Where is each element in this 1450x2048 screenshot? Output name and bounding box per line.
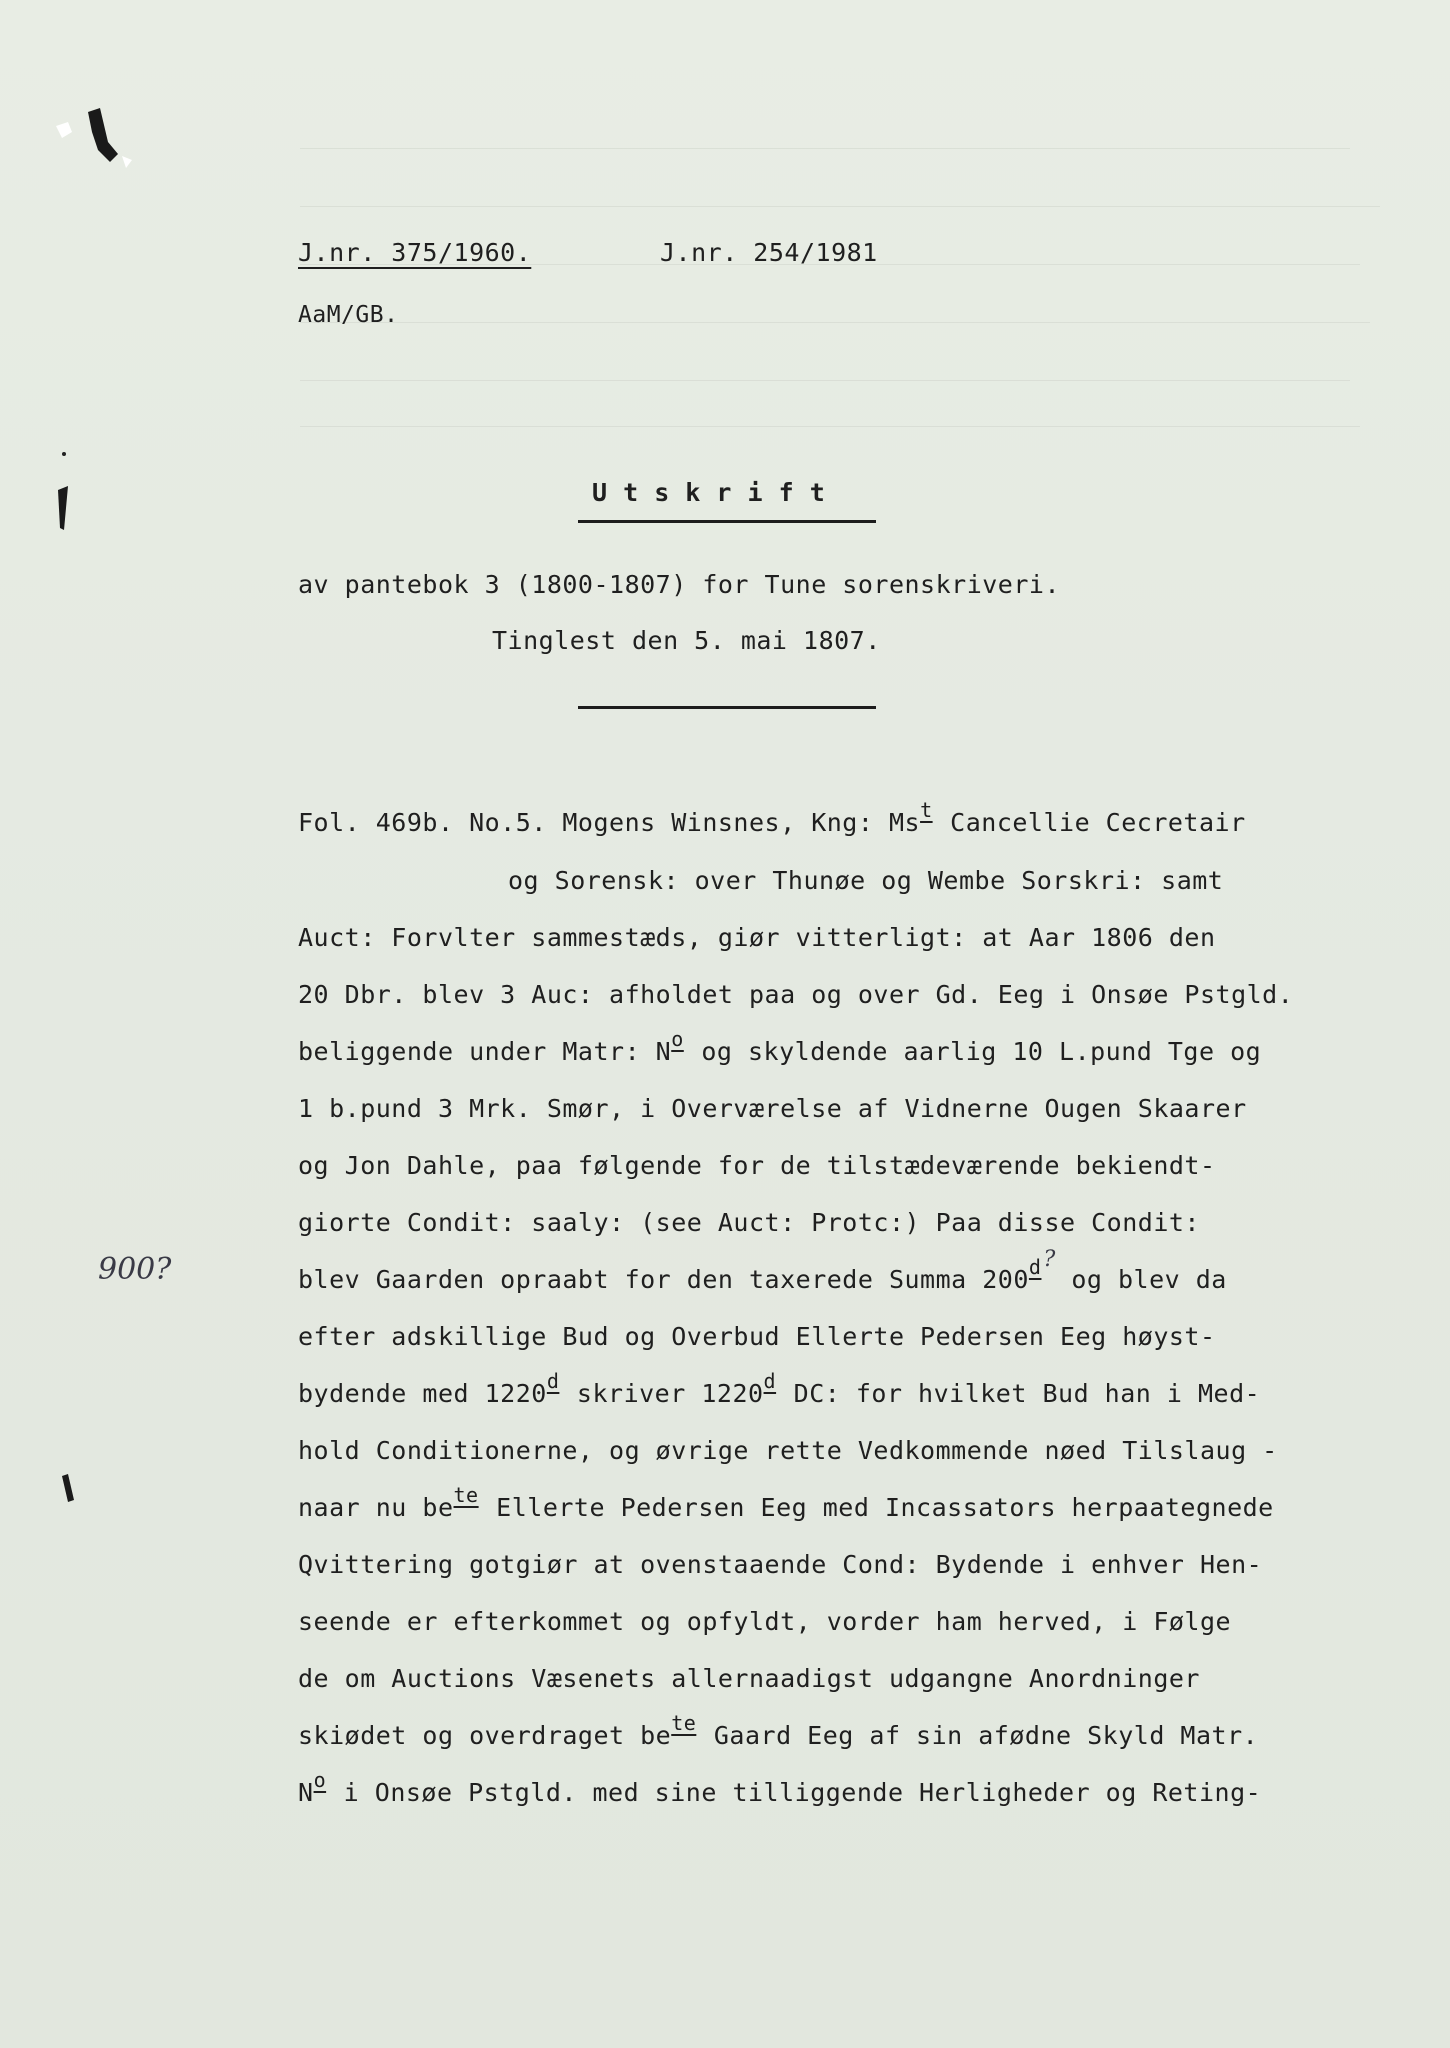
body-text: N [298, 1778, 314, 1807]
body-line-9 [298, 1247, 1227, 1294]
superscript: te [671, 1711, 697, 1735]
separator-rule [578, 706, 876, 709]
body-line-11 [298, 1369, 1261, 1408]
subtitle: av pantebok 3 (1800-1807) for Tune sorenskriveri. [298, 570, 1061, 599]
body-line-3: Auct: Forvlter sammestæds, giør vitterligt: at Aar 1806 den [298, 923, 1216, 952]
body-line-5 [298, 1027, 1262, 1066]
body-text: DC: for hvilket Bud han i Med- [778, 1379, 1261, 1408]
body-line-8: giorte Condit: saaly: (see Auct: Protc:) Paa disse Condit: [298, 1208, 1200, 1237]
body-text: skriver 1220 [561, 1379, 764, 1408]
handwritten-query: ? [1043, 1247, 1056, 1272]
body-text: Ellerte Pedersen Eeg med Incassators herpaategnede [480, 1493, 1274, 1522]
title-underline [578, 520, 876, 523]
initials: AaM/GB. [298, 302, 399, 328]
body-line-15: seende er efterkommet og opfyldt, vorder ham herved, i Følge [298, 1607, 1232, 1636]
body-line-7: og Jon Dahle, paa følgende for de tilstædeværende bekiendt- [298, 1151, 1216, 1180]
margin-note-handwritten: 900? [98, 1252, 172, 1287]
superscript: d [763, 1369, 777, 1393]
body-line-12: hold Conditionerne, og øvrige rette Vedkommende nøed Tilslaug - [298, 1436, 1278, 1465]
body-text: blev Gaarden opraabt for den taxerede Summa 200 [298, 1265, 1029, 1294]
body-line-13 [298, 1483, 1274, 1522]
body-text: bydende med 1220 [298, 1379, 547, 1408]
body-line-14: Qvittering gotgiør at ovenstaaende Cond: Bydende i enhver Hen- [298, 1550, 1263, 1579]
body-line-2: og Sorensk: over Thunøe og Wembe Sorskri: samt [508, 866, 1224, 895]
body-text: Gaard Eeg af sin afødne Skyld Matr. [698, 1721, 1259, 1750]
superscript: t [920, 798, 933, 822]
body-text: beliggende under Matr: N [298, 1037, 672, 1066]
superscript: o [313, 1768, 327, 1792]
body-line-18 [298, 1768, 1262, 1807]
body-text: skiødet og overdraget be [298, 1721, 672, 1750]
body-line-16: de om Auctions Væsenets allernaadigst udgangne Anordninger [298, 1664, 1200, 1693]
bleed-through-line [300, 426, 1360, 427]
body-text: og blev da [1055, 1265, 1227, 1294]
body-line-4: 20 Dbr. blev 3 Auc: afholdet paa og over Gd. Eeg i Onsøe Pstgld. [298, 980, 1294, 1009]
body-text: naar nu be [298, 1493, 454, 1522]
tear-mark [48, 102, 138, 172]
superscript: d [1028, 1255, 1042, 1279]
bleed-through-line [300, 322, 1370, 323]
body-line-1 [298, 798, 1246, 837]
punch-mark [54, 1470, 84, 1520]
superscript: d [546, 1369, 560, 1393]
bleed-through-line [300, 148, 1350, 149]
body-line-10: efter adskillige Bud og Overbud Ellerte Pedersen Eeg høyst- [298, 1322, 1216, 1351]
body-text: Fol. 469b. No.5. Mogens Winsnes, Kng: Ms [298, 808, 921, 837]
body-text: Cancellie Cecretair [934, 808, 1246, 837]
bleed-through-line [300, 206, 1380, 207]
body-text: og skyldende aarlig 10 L.pund Tge og [685, 1037, 1262, 1066]
superscript: o [671, 1027, 684, 1051]
journal-number-old: J.nr. 375/1960. [298, 238, 532, 267]
body-text: i Onsøe Pstgld. med sine tilliggende Herligheder og Reting- [328, 1778, 1262, 1807]
registration-date: Tinglest den 5. mai 1807. [492, 626, 881, 655]
body-line-6: 1 b.pund 3 Mrk. Smør, i Overværelse af Vidnerne Ougen Skaarer [298, 1094, 1247, 1123]
journal-number-new: J.nr. 254/1981 [660, 238, 878, 267]
superscript: te [453, 1483, 479, 1507]
punch-mark [50, 440, 80, 540]
bleed-through-line [300, 380, 1350, 381]
body-line-17 [298, 1711, 1259, 1750]
document-title: U t s k r i f t [592, 478, 826, 507]
